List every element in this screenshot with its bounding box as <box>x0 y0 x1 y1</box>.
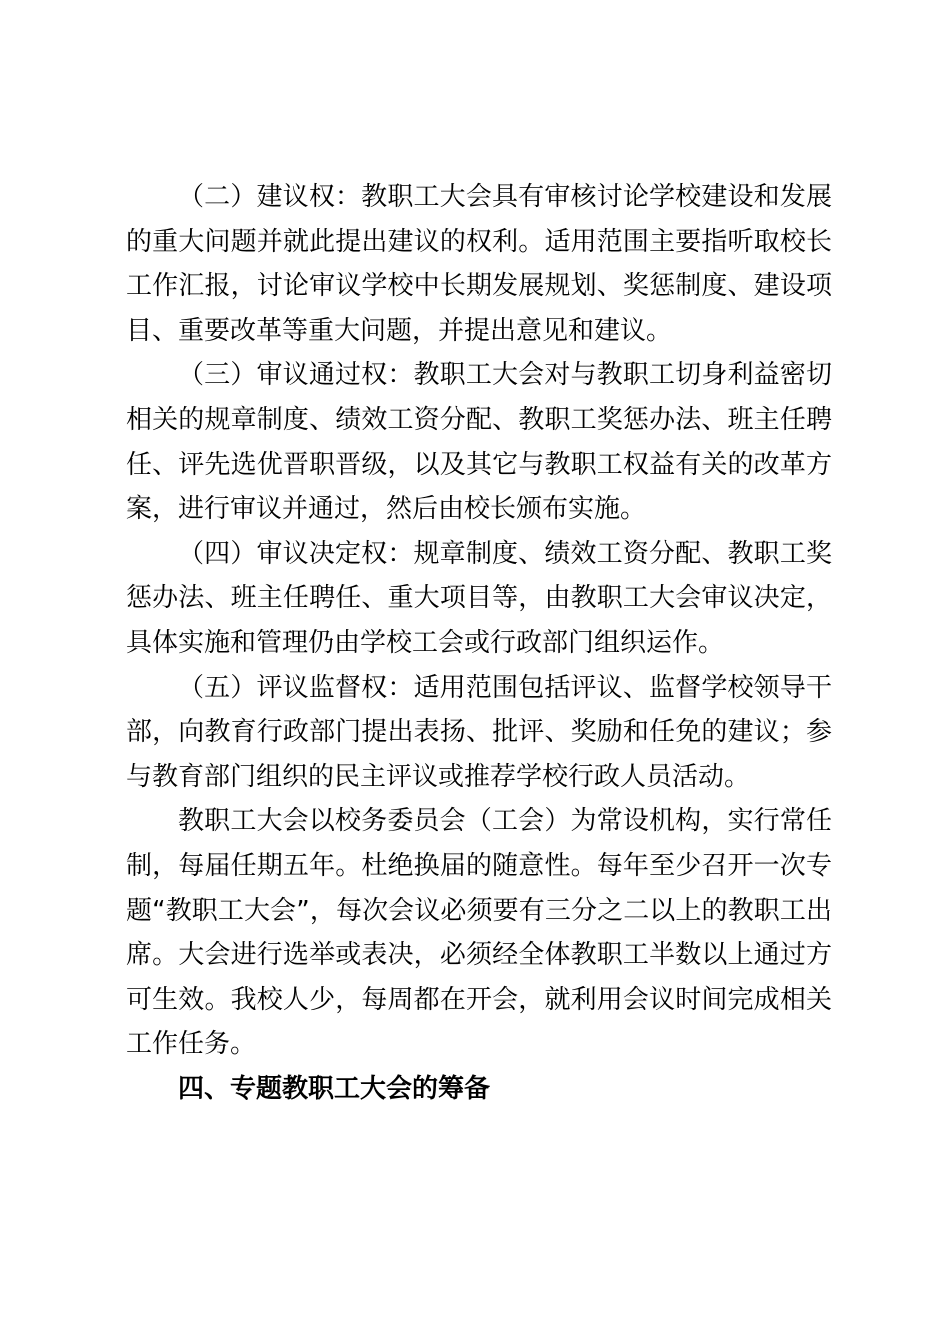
paragraph-suggestion-right: （二）建议权：教职工大会具有审核讨论学校建设和发展的重大问题并就此提出建议的权利。适用范围主要指听取校长工作汇报，讨论审议学校中长期发展规划、奖惩制度、建设项目、重要改革等重大问题，并提出意见和建议。 <box>126 182 832 346</box>
document-body <box>126 175 832 1111</box>
section-heading: 四、专题教职工大会的筹备 <box>178 1073 491 1104</box>
paragraph-decision-right: （四）审议决定权：规章制度、绩效工资分配、教职工奖惩办法、班主任聘任、重大项目等，由教职工大会审议决定，具体实施和管理仍由学校工会或行政部门组织运作。 <box>126 538 832 658</box>
paragraph-approval-right: （三）审议通过权：教职工大会对与教职工切身利益密切相关的规章制度、绩效工资分配、教职工奖惩办法、班主任聘任、评先选优晋职晋级，以及其它与教职工权益有关的改革方案，进行审议并通过，然后由校长颁布实施。 <box>126 360 832 525</box>
paragraph-standing-body: 教职工大会以校务委员会（工会）为常设机构，实行常任制，每届任期五年。杜绝换届的随意性。每年至少召开一次专题“教职工大会”，每次会议必须要有三分之二以上的教职工出席。大会进行选举或表决，必须经全体教职工半数以上通过方可生效。我校人少，每周都在开会，就利用会议时间完成相关工作任务。 <box>126 806 832 1060</box>
paragraph-supervision-right: （五）评议监督权：适用范围包括评议、监督学校领导干部，向教育行政部门提出表扬、批评、奖励和任免的建议；参与教育部门组织的民主评议或推荐学校行政人员活动。 <box>126 672 832 792</box>
